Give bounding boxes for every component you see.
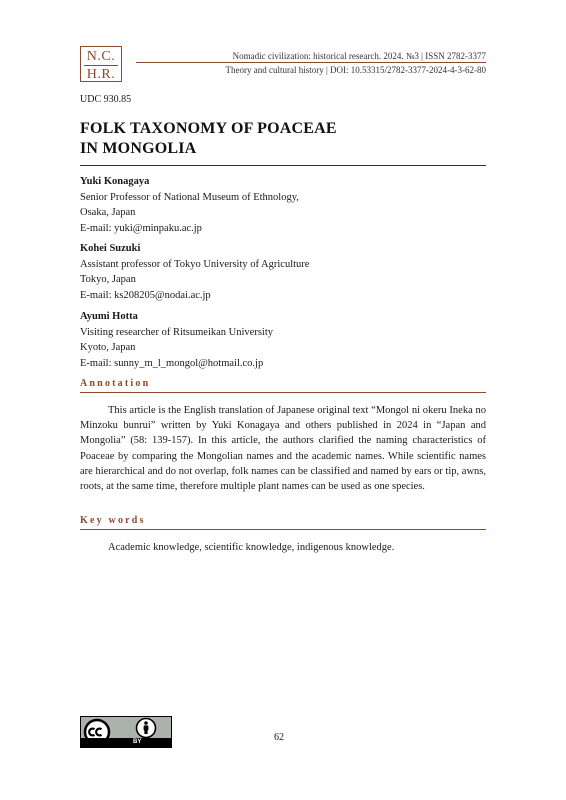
author-block [80, 174, 299, 236]
author-position: Assistant professor of Tokyo University of Agriculture [80, 258, 310, 270]
keywords-heading: Key words [80, 515, 486, 530]
journal-info-line2: Theory and cultural history | DOI: 10.53315/2782-3377-2024-4-3-62-80 [225, 65, 486, 75]
title-line-1: FOLK TAXONOMY OF POACEAE [80, 120, 337, 137]
author-location: Tokyo, Japan [80, 274, 136, 285]
author-location: Kyoto, Japan [80, 342, 136, 353]
author-name: Ayumi Hotta [80, 311, 138, 322]
license-by-label: BY [133, 739, 142, 745]
cc-license-badge[interactable] [80, 716, 172, 748]
header-divider [136, 62, 486, 63]
title-line-2: IN MONGOLIA [80, 140, 197, 157]
author-block [80, 241, 309, 303]
author-email[interactable]: E-mail: ks208205@nodai.ac.jp [80, 289, 211, 301]
author-email[interactable]: E-mail: sunny_m_l_mongol@hotmail.co.jp [80, 357, 264, 369]
journal-info-line1: Nomadic civilization: historical research. 2024. №3 | ISSN 2782-3377 [232, 51, 486, 61]
annotation-heading: Annotation [80, 378, 486, 393]
logo-top-text: N.C. [86, 49, 116, 64]
author-block [80, 309, 273, 371]
author-location: Osaka, Japan [80, 207, 136, 218]
journal-logo [80, 46, 122, 82]
page-number: 62 [274, 732, 284, 743]
author-email[interactable]: E-mail: yuki@minpaku.ac.jp [80, 222, 202, 234]
attribution-person-icon [135, 717, 157, 739]
keywords-text: Academic knowledge, scientific knowledge, indigenous knowledge. [108, 542, 395, 553]
annotation-text: This article is the English translation of Japanese original text “Mongol ni okeru Ineka no Minzoku bunrui” written by Yuki Konagaya and others published in 2024 in “Japan and Mongolia” (58: 139-157). In this article, the authors clarified the naming characteristics of Poaceae by comparing the Mongolian names and the academic names. While scientific names are hierarchical and do not overlap, folk names can be classified and named by ears or tip, awns, roots, at the same time, therefore multiple plant names can be used as one species. [80, 405, 486, 493]
author-position: Visiting researcher of Ritsumeikan University [80, 326, 273, 338]
author-name: Yuki Konagaya [80, 176, 150, 187]
udc-code: UDC 930.85 [80, 94, 132, 105]
logo-bottom-text: H.R. [86, 67, 116, 82]
logo-divider [84, 65, 118, 66]
author-name: Kohei Suzuki [80, 243, 141, 254]
article-title [80, 119, 500, 159]
title-divider [80, 165, 486, 166]
author-position: Senior Professor of National Museum of Ethnology, [80, 191, 299, 203]
license-strip [81, 738, 171, 747]
